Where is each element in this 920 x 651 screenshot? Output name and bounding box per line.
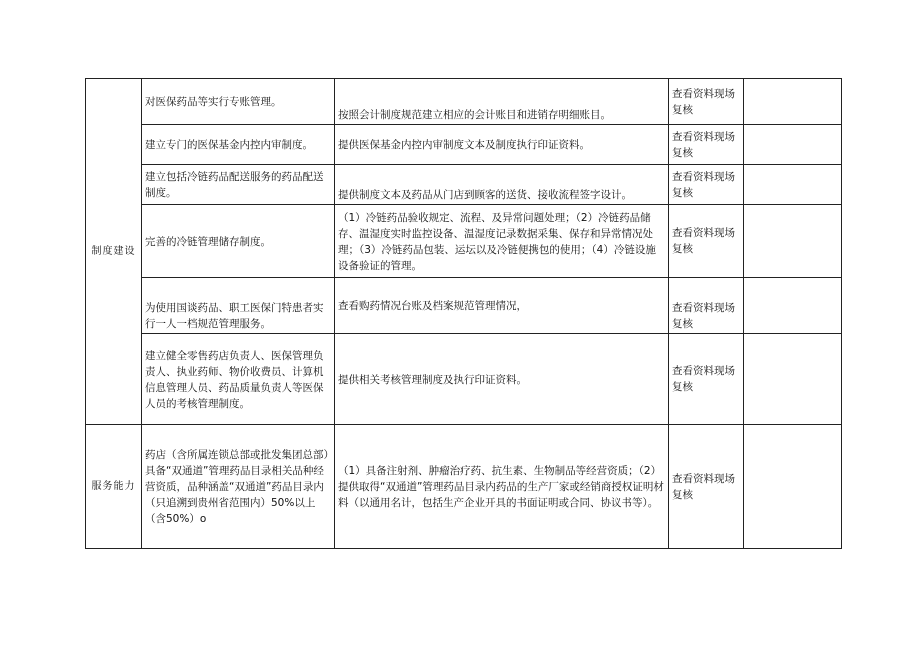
- standard-cell: 提供医保基金内控内审制度文本及制度执行印证资料。: [335, 125, 669, 165]
- standard-cell: 提供相关考核管理制度及执行印证资料。: [335, 334, 669, 425]
- requirement-cell: 对医保药品等实行专账管理。: [142, 79, 335, 125]
- method-cell: 查看资料现场复核: [669, 125, 744, 165]
- requirement-cell: 建立专门的医保基金内控内审制度。: [142, 125, 335, 165]
- method-cell: 查看资料现场复核: [669, 334, 744, 425]
- blank-cell: [744, 79, 842, 125]
- blank-cell: [744, 125, 842, 165]
- table-row: [86, 125, 842, 165]
- blank-cell: [744, 425, 842, 549]
- table-row: [86, 278, 842, 334]
- blank-cell: [744, 165, 842, 205]
- blank-cell: [744, 205, 842, 278]
- method-cell: 查看资料现场复核: [669, 425, 744, 549]
- requirement-cell: 药店（含所属连锁总部或批发集团总部）具备“双通道”管理药品目录相关品种经营资质，品种涵盖“双通道”药品目录内（只追溯到贵州省范围内）50%以上（含50%）o: [142, 425, 335, 549]
- table-row: [86, 79, 842, 125]
- standard-cell: 提供制度文本及药品从门店到顾客的送货、接收流程签字设计。: [335, 165, 669, 205]
- method-cell: 查看资料现场复核: [669, 165, 744, 205]
- requirement-cell: 完善的冷链管理储存制度。: [142, 205, 335, 278]
- requirement-cell: 建立健全零售药店负责人、医保管理负责人、执业药师、物价收费员、计算机信息管理人员、药品质量负责人等医保人员的考核管理制度。: [142, 334, 335, 425]
- standard-cell: （1）具备注射剂、肿瘤治疗药、抗生素、生物制品等经营资质；（2）提供取得“双通道”管理药品目录内药品的生产厂家或经销商授权证明材料（以通用名计，包括生产企业开具的书面证明或合同、协议书等）。: [335, 425, 669, 549]
- method-cell: 查看资料现场复核: [669, 205, 744, 278]
- standard-cell: （1）冷链药品验收规定、流程、及异常问题处理；（2）冷链药品储存、温湿度实时监控设备、温湿度记录数据采集、保存和异常情况处理；（3）冷链药品包装、运坛以及冷链便携包的使用；（4）冷链设施设备验证的管理。: [335, 205, 669, 278]
- blank-cell: [744, 278, 842, 334]
- category-cell: 服务能力: [86, 425, 142, 549]
- requirement-cell: 建立包括冷链药品配送服务的药品配送制度。: [142, 165, 335, 205]
- blank-cell: [744, 334, 842, 425]
- method-cell: 查看资料现场复核: [669, 278, 744, 334]
- table-row: [86, 205, 842, 278]
- standard-cell: 按照会计制度规范建立相应的会计账目和进销存明细账目。: [335, 79, 669, 125]
- table-row: [86, 425, 842, 549]
- table-row: [86, 334, 842, 425]
- assessment-table: [85, 78, 842, 549]
- standard-cell: 查看购药情况台账及档案规范管理情况，: [335, 278, 669, 334]
- requirement-cell: 为使用国谈药品、职工医保门特患者实行一人一档规范管理服务。: [142, 278, 335, 334]
- category-cell: 制度建设: [86, 79, 142, 425]
- method-cell: 查看资料现场复核: [669, 79, 744, 125]
- table-row: [86, 165, 842, 205]
